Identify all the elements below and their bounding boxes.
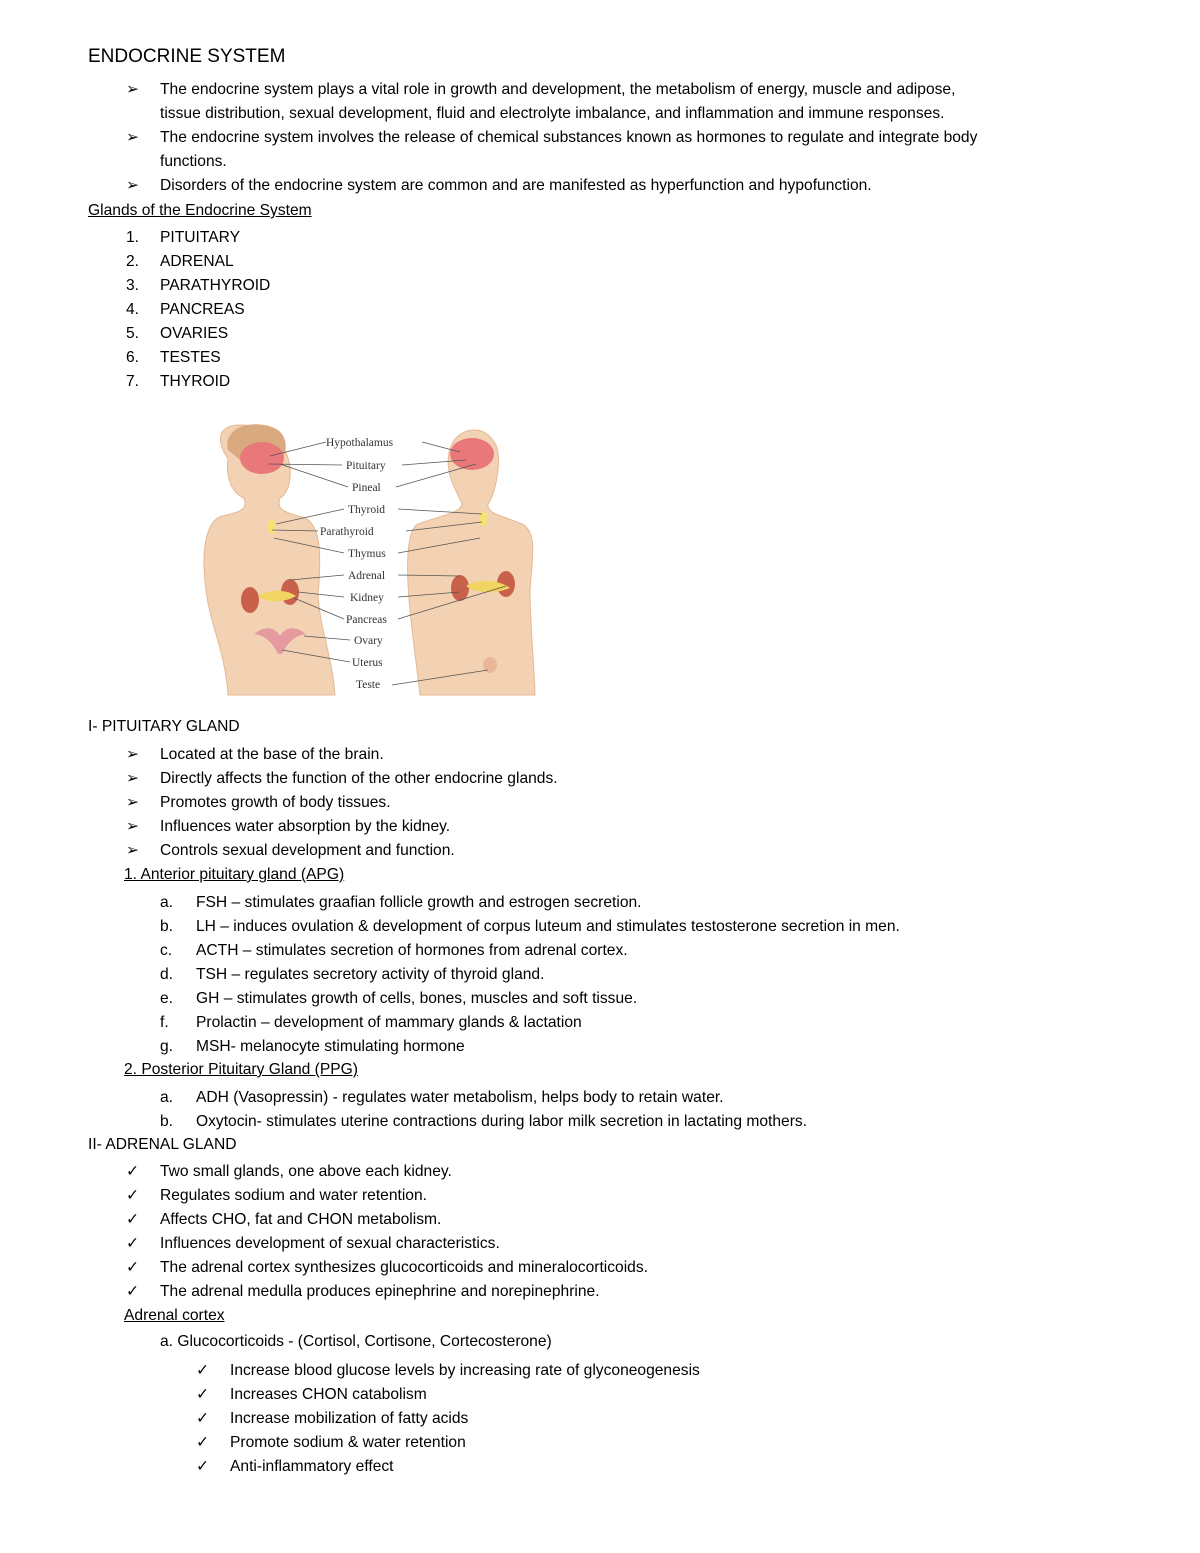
list-item: ADRENAL [160,253,234,270]
list-letter: a. [160,1089,174,1106]
page-title: ENDOCRINE SYSTEM [88,46,286,67]
list-number: 2. [126,253,140,270]
arrow-bullet-icon: ➢ [126,770,140,787]
checkmark-icon: ✓ [196,1362,210,1379]
diagram-label: Pineal [352,482,381,494]
list-item: PARATHYROID [160,277,271,294]
list-number: 3. [126,277,140,294]
list-number: 6. [126,349,140,366]
female-thyroid [268,520,276,534]
adrenal-cortex-heading: Adrenal cortex [124,1307,225,1324]
endocrine-diagram [170,420,550,700]
list-item: Controls sexual development and function. [160,842,455,859]
list-item: Prolactin – development of mammary glands & lactation [196,1014,582,1031]
list-item: TESTES [160,349,221,366]
checkmark-icon: ✓ [126,1283,140,1300]
diagram-label: Parathyroid [320,526,374,538]
list-item: Anti-inflammatory effect [230,1458,394,1475]
anterior-pituitary-heading: 1. Anterior pituitary gland (APG) [124,866,345,883]
arrow-bullet-icon: ➢ [126,129,140,146]
checkmark-icon: ✓ [126,1235,140,1252]
list-letter: b. [160,1113,174,1130]
list-letter: b. [160,918,174,935]
diagram-label: Pancreas [346,614,387,626]
arrow-bullet-icon: ➢ [126,794,140,811]
list-item: PANCREAS [160,301,245,318]
checkmark-icon: ✓ [126,1211,140,1228]
list-item: The adrenal cortex synthesizes glucocorticoids and mineralocorticoids. [160,1259,648,1276]
checkmark-icon: ✓ [126,1163,140,1180]
list-number: 4. [126,301,140,318]
checkmark-icon: ✓ [126,1259,140,1276]
list-item: Increase mobilization of fatty acids [230,1410,469,1427]
list-letter: f. [160,1014,169,1031]
arrow-bullet-icon: ➢ [126,818,140,835]
diagram-label: Teste [356,679,381,691]
list-item: Increase blood glucose levels by increasing rate of glyconeogenesis [230,1362,700,1379]
list-item: The adrenal medulla produces epinephrine and norepinephrine. [160,1283,600,1300]
intro-line: The endocrine system involves the release of chemical substances known as hormones to regulate and integrate body [160,129,978,146]
diagram-label: Hypothalamus [326,437,394,449]
list-item: Influences development of sexual characteristics. [160,1235,500,1252]
list-letter: g. [160,1038,174,1055]
list-item: Directly affects the function of the other endocrine glands. [160,770,558,787]
intro-line: The endocrine system plays a vital role in growth and development, the metabolism of energy, muscle and adipose, [160,81,956,98]
diagram-label: Ovary [354,635,383,647]
list-letter: c. [160,942,173,959]
diagram-label: Thymus [348,548,386,560]
list-item: OVARIES [160,325,229,342]
list-item: Oxytocin- stimulates uterine contractions during labor milk secretion in lactating mothers. [196,1113,808,1130]
list-number: 1. [126,229,140,246]
diagram-label: Pituitary [346,460,386,472]
checkmark-icon: ✓ [196,1386,210,1403]
list-item: Two small glands, one above each kidney. [160,1163,452,1180]
glands-heading: Glands of the Endocrine System [88,202,312,219]
list-item: Influences water absorption by the kidney. [160,818,451,835]
list-number: 5. [126,325,140,342]
intro-line: tissue distribution, sexual development, fluid and electrolyte imbalance, and inflammation and immune responses. [160,105,945,122]
list-item: Located at the base of the brain. [160,746,384,763]
list-item: Affects CHO, fat and CHON metabolism. [160,1211,442,1228]
female-kidney [241,587,259,613]
list-item: Increases CHON catabolism [230,1386,427,1403]
arrow-bullet-icon: ➢ [126,746,140,763]
arrow-bullet-icon: ➢ [126,177,140,194]
arrow-bullet-icon: ➢ [126,81,140,98]
list-item: ADH (Vasopressin) - regulates water metabolism, helps body to retain water. [196,1089,724,1106]
list-item: FSH – stimulates graafian follicle growth and estrogen secretion. [196,894,642,911]
list-item: GH – stimulates growth of cells, bones, muscles and soft tissue. [196,990,638,1007]
list-item: MSH- melanocyte stimulating hormone [196,1038,465,1055]
list-item: LH – induces ovulation & development of corpus luteum and stimulates testosterone secretion in men. [196,918,900,935]
male-kidney [451,575,469,601]
checkmark-icon: ✓ [196,1410,210,1427]
checkmark-icon: ✓ [196,1434,210,1451]
checkmark-icon: ✓ [196,1458,210,1475]
list-item: Regulates sodium and water retention. [160,1187,427,1204]
adrenal-heading: II- ADRENAL GLAND [88,1136,237,1153]
diagram-label: Uterus [352,657,383,669]
list-item: THYROID [160,373,231,390]
list-item: PITUITARY [160,229,241,246]
diagram-label: Adrenal [348,570,386,582]
list-item: ACTH – stimulates secretion of hormones from adrenal cortex. [196,942,628,959]
diagram-label: Kidney [350,592,384,604]
diagram-label: Thyroid [348,504,386,516]
female-brain [240,442,284,474]
intro-line: functions. [160,153,227,170]
list-letter: a. [160,894,174,911]
list-item: Promotes growth of body tissues. [160,794,391,811]
checkmark-icon: ✓ [126,1187,140,1204]
list-item: Promote sodium & water retention [230,1434,466,1451]
list-item: TSH – regulates secretory activity of thyroid gland. [196,966,545,983]
list-letter: e. [160,990,174,1007]
glucocorticoids-heading: a. Glucocorticoids - (Cortisol, Cortisone, Cortecosterone) [160,1333,552,1350]
list-letter: d. [160,966,174,983]
posterior-pituitary-heading: 2. Posterior Pituitary Gland (PPG) [124,1061,358,1078]
arrow-bullet-icon: ➢ [126,842,140,859]
pituitary-heading: I- PITUITARY GLAND [88,718,240,735]
intro-line: Disorders of the endocrine system are common and are manifested as hyperfunction and hypofunction. [160,177,872,194]
list-number: 7. [126,373,140,390]
